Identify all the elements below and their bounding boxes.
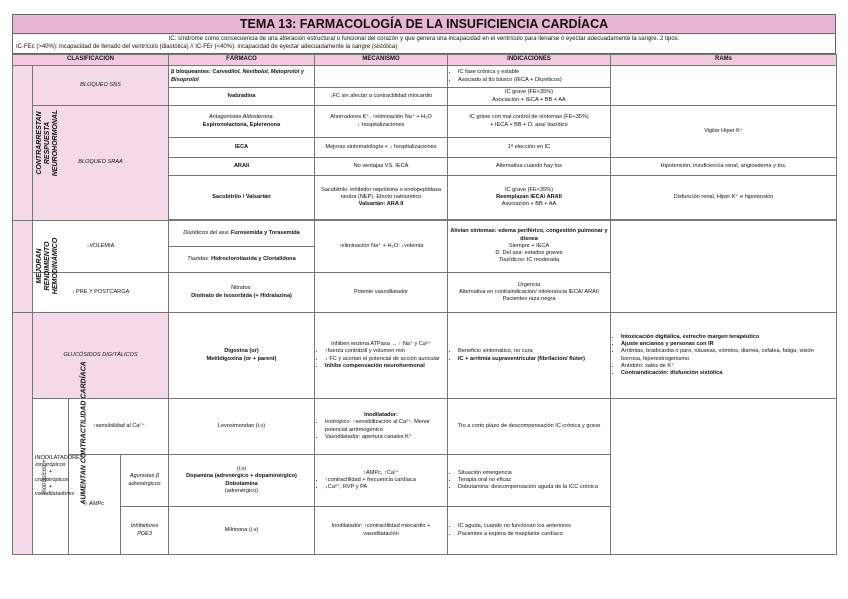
ind-araii: Alternativa cuando hay tos	[448, 158, 611, 176]
mech-sacubitrilo: Sacubitrilo: inhibidor neprilisina o endopeptidasa neutra (NEP). Efecto natriurético Valsartán: ARA II	[315, 176, 448, 220]
drug-dopamina: (i.v) Dopamina (adrenérgico + dopaminérgico) Dobutamina (adrenérgico)	[169, 455, 315, 507]
drug-digoxina: Digoxina (or) Metildigoxina (or + parent)	[169, 313, 315, 399]
mech-nitratos: Potente vasodilatador	[315, 273, 448, 313]
ind-betablockers: • IC fase crónica y estable • Asociado al tto básico (IECA + Diuréticos)	[448, 66, 611, 88]
inhibidores-pde3: Inhibidores PDE3	[121, 507, 169, 555]
ram-araii: Hipotensión, insuficiencia renal, angioedema y tos.	[611, 158, 837, 176]
drug-ivabradina: Ivabradina	[169, 88, 315, 106]
header-rams: RAMs	[611, 55, 837, 66]
ind-sacubitrilo: IC grave (FE<35%) Reemplazan IECA/ ARAII Asociación + BB + AA	[448, 176, 611, 220]
drug-araii: ARAII	[169, 158, 315, 176]
page-title: TEMA 13: FARMACOLOGÍA DE LA INSUFICIENCIA CARDÍACA	[12, 14, 836, 34]
ind-nitratos: Urgencia Alternativa en contraindicación/ intolerancia IECA/ ARAII Pacientes raza negra	[448, 273, 611, 313]
group-hemodinamico: MEJORAN RENDIMIENTO HEMODINÁMICO	[13, 221, 33, 313]
drug-betablockers: β bloqueantes: Carvedilol, Nevibolol, Metoprolol y Bisoprolol	[169, 66, 315, 88]
summary-sheet	[12, 14, 836, 555]
drug-levosimendan: Levosimendan (i.v)	[169, 399, 315, 455]
postcarga: ↓ PRE Y POSTCARGA	[33, 273, 169, 313]
volemia: ↓VOLEMIA	[33, 221, 169, 273]
mech-dopamina: ↑AMPc, ↑Ca²⁺ • ↑contractilidad + frecuencia cardíaca • ↓Ca²⁺, RVP y PA	[315, 455, 448, 507]
drug-aldosterona: Antagonistas Aldosterona: Espironolactona, Eplerenona	[169, 106, 315, 138]
header-row	[13, 55, 837, 66]
ind-milrinona: • IC aguda, cuando no funcionan los anteriores • Pacientes a espera de trasplante cardíaco	[448, 507, 611, 555]
glucosidos: GLUCÓSIDOS DIGITÁLICOS	[33, 313, 169, 399]
ram-inodilatadores	[611, 399, 837, 555]
pharmacology-table	[12, 54, 837, 555]
ind-diureticos: Alivian síntomas: edema periférico, congestión pulmonar y disnea Siempre + IECA D. Del asa: estados graves Tiazídicos: IC moderada	[448, 221, 611, 273]
header-indicaciones: INDICACIONES	[448, 55, 611, 66]
mech-araii: No ventajas VS. IECA	[315, 158, 448, 176]
ram-aldosterona: Vigilar Hiper K⁺	[611, 106, 837, 158]
mech-betablockers	[315, 66, 448, 88]
drug-tiazidas: Tiazidas: Hidroclorotiazida y Clortalidona	[169, 247, 315, 273]
ind-levosimendan: Tto a corto plazo de descompensación IC crónica y grave	[448, 399, 611, 455]
drug-ieca: IECA	[169, 138, 315, 158]
sensibilidad-ca: ↑sensibilidad al Ca²⁺	[69, 399, 169, 455]
intro-line-2: IC-FEc (>40%): incapacidad de llenado del ventrículo (diastólica) // IC-FEr (<40%): incapacidad de eyectar adecuadamente la sangre (sistólica)	[16, 44, 398, 50]
drug-sacubitrilo: Sacubitrilo / Valsartán	[169, 176, 315, 220]
mech-milrinona: Inodilatador: ↑contractilidad miocardio + vasodilatación	[315, 507, 448, 555]
header-mecanismo: MECANISMO	[315, 55, 448, 66]
group-contractilidad: AUMENTAN CONTRACTILIDAD CARDÍACA	[13, 313, 33, 555]
ind-aldosterona: IC grave con mal control de síntomas (FE<35%) + IECA + BB + D. asa/ tiazídico	[448, 106, 611, 138]
mech-ieca: Mejoras sintomatología + ↓ hospitalizaciones	[315, 138, 448, 158]
intro-line-1: IC: síndrome como consecuencia de una alteración estructural o funcional del corazón y que genera una incapacidad en el ventrículo para llenarse o eyectar adecuadamente la sangre. 2 tipos:	[168, 36, 680, 42]
mech-aldosterona: Ahorradores K⁺, ↑eliminación Na⁺ + H₂O ↓ hospitalizaciones	[315, 106, 448, 138]
mech-diureticos: ↑eliminación Na⁺ + H₂O: ↓volemia	[315, 221, 448, 273]
ind-ieca: 1ª elección en IC	[448, 138, 611, 158]
header-clasificacion: CLASIFICACIÓN	[13, 55, 169, 66]
inodilatadores: INODILATADORES ionotrópicos + cronotrópicos + vasodilatadores	[33, 399, 69, 555]
ram-sacubitrilo: Disfunción renal, Hiper K⁺ e hipotensión	[611, 176, 837, 220]
ind-digoxina: • Beneficio sintomático, no cura • IC + arritmia supraventricular (fibrilación/ flúter)	[448, 313, 611, 399]
bloqueo-sraa: BLOQUEO SRAA	[33, 106, 169, 221]
mech-levosimendan: Inodilatador: • Inotrópico: ↑sensibilización al Ca²⁺. Menor potencial arritmogénico • Vasodilatador: apertura canales K⁺	[315, 399, 448, 455]
header-farmaco: FÁRMACO	[169, 55, 315, 66]
ind-dopamina: • Situación emergencia • Terapia oral no eficaz • Dobutamina: descompensación aguda de la ICC crónica	[448, 455, 611, 507]
group-neurohormonal: CONTRARRESTAN RESPUESTA NEUROHORMONAL	[13, 66, 33, 221]
drug-diureticos-asa: Diuréticos del asa: Furosemida y Torasemida	[169, 221, 315, 247]
drug-milrinona: Milrinona (i.v)	[169, 507, 315, 555]
intro-text	[12, 34, 836, 54]
mech-digoxina: Inhiben enzima ATPasa → ↑ Na⁺ y Ca²⁺ • ↑fuerza contráctil y volumen min • ↓ FC y acortan el potencial de acción auricular • Inhibe compensación neurohormonal	[315, 313, 448, 399]
ram-digoxina: • Intoxicación digitálica, estrecho margen terapéutico • Ajuste ancianos y personas con IR • Arritmias, bradicardia o paro, náuseas, vómitos, diarrea, cefalea, fatiga, visión borrosa, hiperestrogenismo • Antídoto: sales de K⁺ • Contraindicación: disfunción sistólica	[611, 313, 837, 399]
bloqueo-sns: BLOQUEO SNS	[33, 66, 169, 106]
drug-nitratos: Nitratos: Dinitrato de isosorbida (+ Hidralazina)	[169, 273, 315, 313]
ram-hemodinamico	[611, 221, 837, 313]
ram-sns	[611, 66, 837, 106]
mech-ivabradina: ↓FC sin afectar a contractilidad miocardio	[315, 88, 448, 106]
ind-ivabradina: IC grave (FE<35%) Asociación + IECA + BB + AA	[448, 88, 611, 106]
agonistas-beta: Agonistas β adrenérgicos	[121, 455, 169, 507]
ampc: ↑ AMPc	[69, 455, 121, 555]
inotropicos-label: inotrópicos +	[42, 459, 48, 494]
